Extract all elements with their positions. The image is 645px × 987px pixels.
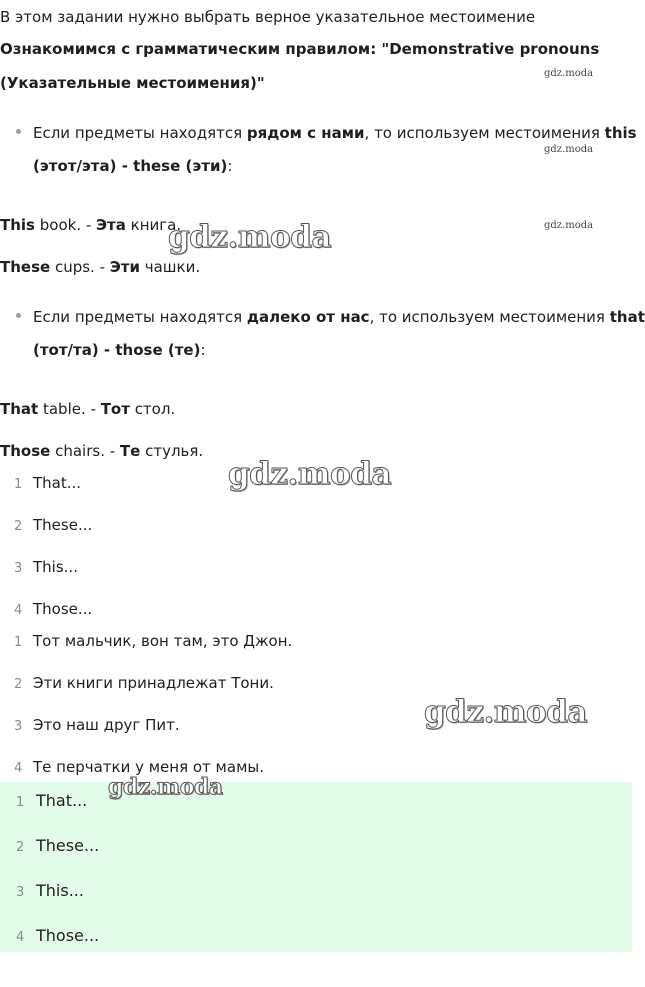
colon: : bbox=[227, 157, 233, 175]
example-word: Those bbox=[0, 442, 51, 460]
answer-number: 4 bbox=[16, 930, 25, 945]
rule-near-continuation bbox=[33, 157, 232, 175]
answer-text: This... bbox=[36, 881, 84, 900]
item-text: Эти книги принадлежат Тони. bbox=[33, 674, 274, 692]
example-text: book. - bbox=[34, 216, 97, 234]
item-number: 4 bbox=[14, 603, 23, 618]
colon: : bbox=[200, 341, 206, 359]
answer-text: Those... bbox=[36, 926, 100, 945]
example-translation-word: Эта bbox=[96, 216, 126, 234]
list-item bbox=[0, 474, 81, 492]
example-translation: стулья. bbox=[140, 442, 204, 460]
list-item bbox=[0, 632, 292, 650]
example-text: table. - bbox=[38, 400, 101, 418]
item-number: 2 bbox=[14, 677, 23, 692]
list-item bbox=[0, 716, 180, 734]
rule-far-pronouns: (тот/та) - those (те) bbox=[33, 341, 201, 359]
example-that bbox=[0, 400, 175, 418]
answer-item bbox=[0, 881, 84, 900]
item-text: Это наш друг Пит. bbox=[33, 716, 180, 734]
watermark-small: gdz.moda bbox=[544, 68, 594, 79]
answer-item bbox=[0, 926, 99, 945]
item-text: Those... bbox=[33, 600, 93, 618]
rule-title-line-2: (Указательные местоимения)" bbox=[0, 74, 265, 92]
example-word: That bbox=[0, 400, 39, 418]
answer-box bbox=[0, 782, 632, 952]
watermark-large: gdz.moda bbox=[108, 774, 223, 800]
example-translation-word: Эти bbox=[109, 258, 140, 276]
example-those bbox=[0, 442, 203, 460]
item-text: Тот мальчик, вон там, это Джон. bbox=[33, 632, 293, 650]
example-this bbox=[0, 216, 181, 234]
rule-far-bold: далеко от нас bbox=[246, 308, 370, 326]
example-these bbox=[0, 258, 200, 276]
rule-near-bullet bbox=[16, 124, 637, 142]
answer-text: That... bbox=[36, 791, 88, 810]
rule-near-text-mid: , то используем местоимения bbox=[364, 124, 605, 142]
watermark-large: gdz.moda bbox=[424, 694, 587, 730]
list-item bbox=[0, 558, 78, 576]
rule-far-continuation bbox=[33, 341, 206, 359]
rule-near-pronoun: this bbox=[604, 124, 637, 142]
rule-far-text: Если предметы находятся bbox=[33, 308, 247, 326]
example-translation-word: Те bbox=[119, 442, 141, 460]
rule-far-text-mid: , то используем местоимения bbox=[369, 308, 610, 326]
answer-item bbox=[0, 836, 99, 855]
item-number: 1 bbox=[14, 477, 23, 492]
answer-item bbox=[0, 791, 87, 810]
rule-far-bullet bbox=[16, 308, 645, 326]
item-text: Те перчатки у меня от мамы. bbox=[33, 758, 264, 776]
item-number: 2 bbox=[14, 519, 23, 534]
rule-title-line-1: Ознакомимся с грамматическим правилом: "Demonstrative pronouns bbox=[0, 40, 600, 58]
example-text: chairs. - bbox=[50, 442, 120, 460]
example-word: These bbox=[0, 258, 51, 276]
answer-number: 1 bbox=[16, 795, 25, 810]
list-item bbox=[0, 516, 92, 534]
watermark-small: gdz.moda bbox=[544, 220, 594, 231]
item-text: That... bbox=[33, 474, 82, 492]
example-translation: чашки. bbox=[139, 258, 201, 276]
bullet-dot bbox=[16, 313, 21, 318]
example-translation: книга. bbox=[125, 216, 182, 234]
example-translation-word: Тот bbox=[100, 400, 130, 418]
watermark-small: gdz.moda bbox=[544, 144, 594, 155]
watermark-large: gdz.moda bbox=[168, 219, 331, 255]
answer-number: 2 bbox=[16, 840, 25, 855]
list-item bbox=[0, 600, 92, 618]
rule-near-text: Если предметы находятся bbox=[33, 124, 247, 142]
example-word: This bbox=[0, 216, 35, 234]
item-text: These... bbox=[33, 516, 93, 534]
example-text: cups. - bbox=[50, 258, 110, 276]
bullet-dot bbox=[16, 129, 21, 134]
item-number: 3 bbox=[14, 719, 23, 734]
watermark-large: gdz.moda bbox=[228, 456, 391, 492]
example-translation: стол. bbox=[129, 400, 176, 418]
item-text: This... bbox=[33, 558, 78, 576]
answer-text: These... bbox=[36, 836, 100, 855]
rule-near-pronouns: (этот/эта) - these (эти) bbox=[33, 157, 228, 175]
item-number: 4 bbox=[14, 761, 23, 776]
rule-near-bold: рядом с нами bbox=[246, 124, 365, 142]
rule-far-pronoun: that bbox=[609, 308, 645, 326]
answer-number: 3 bbox=[16, 885, 25, 900]
item-number: 1 bbox=[14, 635, 23, 650]
list-item bbox=[0, 674, 274, 692]
intro-text: В этом задании нужно выбрать верное указательное местоимение bbox=[0, 8, 536, 26]
item-number: 3 bbox=[14, 561, 23, 576]
